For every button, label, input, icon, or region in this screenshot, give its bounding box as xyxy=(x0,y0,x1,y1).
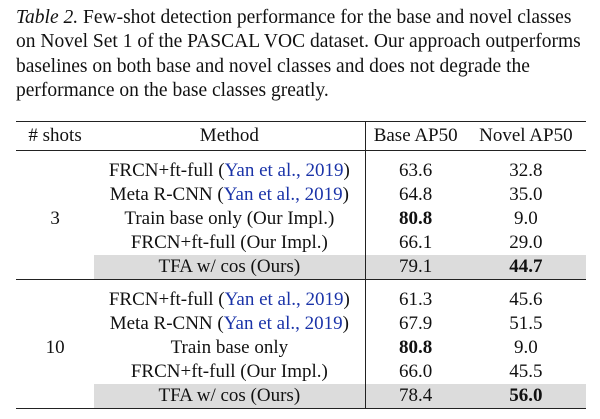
method-name: FRCN+ft-full (Our Impl.) xyxy=(130,232,328,253)
method-name: Meta R-CNN xyxy=(109,313,213,334)
base-ap50-cell: 63.6 xyxy=(365,151,466,184)
method-name: TFA w/ cos (Ours) xyxy=(158,256,301,277)
method-name: FRCN+ft-full xyxy=(108,160,214,181)
shots-cell xyxy=(16,312,94,336)
table-row xyxy=(16,312,586,336)
base-ap50-cell: 79.1 xyxy=(365,255,466,280)
header-method: Method xyxy=(199,125,259,146)
shots-cell xyxy=(16,360,94,384)
method-cell xyxy=(94,384,365,409)
novel-ap50-cell: 35.0 xyxy=(509,184,543,205)
novel-ap50-cell: 45.5 xyxy=(509,361,543,382)
citation-link[interactable]: Yan et al., 2019 xyxy=(223,184,343,205)
group-3-shots xyxy=(16,151,586,280)
base-ap50-cell: 64.8 xyxy=(365,183,466,207)
method-name: FRCN+ft-full xyxy=(108,289,214,310)
header-row xyxy=(16,122,586,151)
novel-ap50-cell: 29.0 xyxy=(509,232,543,253)
table-row xyxy=(16,336,586,360)
citation-link[interactable]: Yan et al., 2019 xyxy=(224,160,344,181)
method-name: FRCN+ft-full (Our Impl.) xyxy=(130,361,328,382)
shots-cell xyxy=(16,151,94,184)
group-10-shots xyxy=(16,280,586,409)
method-cell: Meta R-CNN (Yan et al., 2019) xyxy=(109,313,349,334)
method-cell: Meta R-CNN (Yan et al., 2019) xyxy=(109,184,349,205)
results-table xyxy=(16,121,586,409)
method-name: Meta R-CNN xyxy=(109,184,213,205)
novel-ap50-cell: 9.0 xyxy=(514,337,538,358)
table-row xyxy=(16,280,586,313)
base-ap50-cell: 80.8 xyxy=(365,207,466,231)
novel-ap50-cell: 51.5 xyxy=(509,313,543,334)
shots-cell xyxy=(16,183,94,207)
shots-cell: 3 xyxy=(50,208,60,229)
method-cell: FRCN+ft-full (Yan et al., 2019) xyxy=(108,289,350,310)
novel-ap50-cell: 45.6 xyxy=(509,289,543,310)
novel-ap50-cell: 44.7 xyxy=(466,255,586,280)
citation-link[interactable]: Yan et al., 2019 xyxy=(223,313,343,334)
table-row xyxy=(16,207,586,231)
shots-cell xyxy=(16,255,94,280)
method-name: Train base only (Our Impl.) xyxy=(124,208,335,229)
table-caption xyxy=(16,6,588,104)
shots-cell xyxy=(16,384,94,409)
caption-label: Table 2. xyxy=(16,7,79,28)
base-ap50-cell: 80.8 xyxy=(365,336,466,360)
novel-ap50-cell: 32.8 xyxy=(509,160,543,181)
header-novel-ap50: Novel AP50 xyxy=(479,125,573,146)
shots-cell: 10 xyxy=(45,337,65,358)
shots-cell xyxy=(16,231,94,255)
citation-link[interactable]: Yan et al., 2019 xyxy=(224,289,344,310)
method-cell: FRCN+ft-full (Yan et al., 2019) xyxy=(108,160,350,181)
base-ap50-cell: 66.1 xyxy=(365,231,466,255)
table-row xyxy=(16,360,586,384)
table-row xyxy=(16,151,586,184)
method-cell xyxy=(94,231,365,255)
method-name: Train base only xyxy=(170,337,289,358)
base-ap50-cell: 67.9 xyxy=(365,312,466,336)
method-name: TFA w/ cos (Ours) xyxy=(158,385,301,406)
table-row xyxy=(16,231,586,255)
caption-text: Few-shot detection performance for the base and novel classes on Novel Set 1 of the PASCAL VOC dataset. Our approach outperforms baselines on both base and novel classes and does not degrade the performance on the base classes greatly. xyxy=(16,7,581,102)
base-ap50-cell: 61.3 xyxy=(365,280,466,313)
table-row xyxy=(16,255,586,280)
method-cell xyxy=(94,255,365,280)
base-ap50-cell: 66.0 xyxy=(365,360,466,384)
novel-ap50-cell: 9.0 xyxy=(514,208,538,229)
novel-ap50-cell: 56.0 xyxy=(466,384,586,409)
method-cell xyxy=(94,360,365,384)
method-cell xyxy=(94,336,365,360)
header-shots: # shots xyxy=(28,125,82,146)
table-row xyxy=(16,384,586,409)
method-cell xyxy=(94,207,365,231)
shots-cell xyxy=(16,280,94,313)
header-base-ap50: Base AP50 xyxy=(365,122,466,151)
base-ap50-cell: 78.4 xyxy=(365,384,466,409)
table-row xyxy=(16,183,586,207)
